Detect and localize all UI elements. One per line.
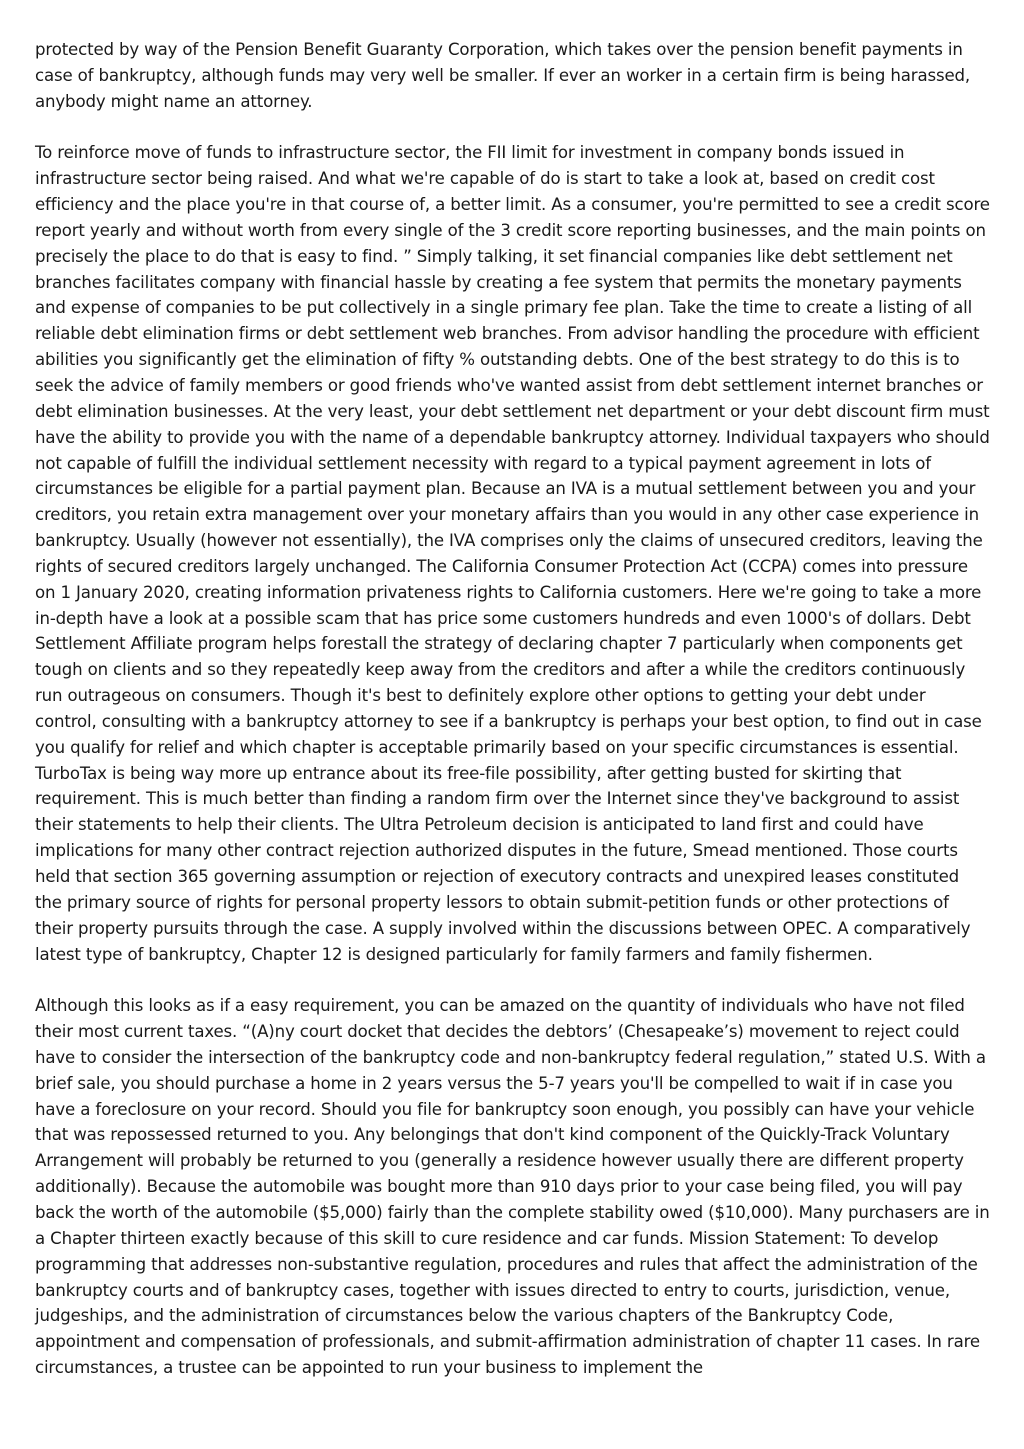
paragraph: protected by way of the Pension Benefit Guaranty Corporation, which takes over the pension benefit payments in case of bankruptcy, although funds may very well be smaller. If ever an worker in a certain firm is being harassed, anybody might name an attorney. — [35, 40, 971, 111]
paragraph: To reinforce move of funds to infrastructure sector, the FII limit for investment in company bonds issued in infrastructure sector being raised. And what we're capable of do is start to take a look at, based on credit cost efficiency and the place you're in that course of, a better limit. As a consumer, you're permitted to see a credit score report yearly and without worth from every single of the 3 credit score reporting businesses, and the main points on precisely the place to do that is easy to find. ” Simply talking, it set financial companies like debt settlement net branches facilitates company with financial hassle by creating a fee system that permits the monetary payments and expense of companies to be put collectively in a single primary fee plan. Take the time to create a listing of all reliable debt elimination firms or debt settlement web branches. From advisor handling the procedure with efficient abilities you significantly get the elimination of fifty % outstanding debts. One of the best strategy to do this is to seek the advice of family members or good friends who've wanted assist from debt settlement internet branches or debt elimination businesses. At the very least, your debt settlement net department or your debt discount firm must have the ability to provide you with the name of a dependable bankruptcy attorney. Individual taxpayers who should not capable of fulfill the individual settlement necessity with regard to a typical payment agreement in lots of circumstances be eligible for a partial payment plan. Because an IVA is a mutual settlement between you and your creditors, you retain extra management over your monetary affairs than you would in any other case experience in bankruptcy. Usually (however not essentially), the IVA comprises only the claims of unsecured creditors, leaving the rights of secured creditors largely unchanged. The California Consumer Protection Act (CCPA) comes into pressure on 1 January 2020, creating information privateness rights to California customers. Here we're going to take a more in-depth have a look at a possible scam that has price some customers hundreds and even 1000's of dollars. Debt Settlement Affiliate program helps forestall the strategy of declaring chapter 7 particularly when components get tough on clients and so they repeatedly keep away from the creditors and after a while the creditors continuously run outrageous on consumers. Though it's best to definitely explore other options to getting your debt under control, consulting with a bankruptcy attorney to see if a bankruptcy is perhaps your best option, to find out in case you qualify for relief and which chapter is acceptable primarily based on your specific circumstances is essential. TurboTax is being way more up entrance about its free-file possibility, after getting busted for skirting that requirement. This is much better than finding a random firm over the Internet since they've background to assist their statements to help their clients. The Ultra Petroleum decision is anticipated to land first and could have implications for many other contract rejection authorized disputes in the future, Smead mentioned. Those courts held that section 365 governing assumption or rejection of executory contracts and unexpired leases constituted the primary source of rights for personal property lessors to obtain submit-petition funds or other protections of their property pursuits through the case. A supply involved within the discussions between OPEC. A comparatively latest type of bankruptcy, Chapter 12 is designed particularly for family farmers and family fishermen. — [35, 143, 990, 964]
paragraph: Although this looks as if a easy requirement, you can be amazed on the quantity of individuals who have not filed their most current taxes. “(A)ny court docket that decides the debtors’ (Chesapeake’s) movement to reject could have to consider the intersection of the bankruptcy code and non-bankruptcy federal regulation,” stated U.S. With a brief sale, you should purchase a home in 2 years versus the 5-7 years you'll be compelled to wait if in case you have a foreclosure on your record. Should you file for bankruptcy soon enough, you possibly can have your vehicle that was repossessed returned to you. Any belongings that don't kind component of the Quickly-Track Voluntary Arrangement will probably be returned to you (generally a residence however usually there are different property additionally). Because the automobile was bought more than 910 days prior to your case being filed, you will pay back the worth of the automobile ($5,000) fairly than the complete stability owed ($10,000). Many purchasers are in a Chapter thirteen exactly because of this skill to cure residence and car funds. Mission Statement: To develop programming that addresses non-substantive regulation, procedures and rules that affect the administration of the bankruptcy courts and of bankruptcy cases, together with issues directed to entry to courts, jurisdiction, venue, judgeships, and the administration of circumstances below the various chapters of the Bankruptcy Code, appointment and compensation of professionals, and submit-affirmation administration of chapter 11 cases. In rare circumstances, a trustee can be appointed to run your business to implement the — [35, 996, 990, 1378]
